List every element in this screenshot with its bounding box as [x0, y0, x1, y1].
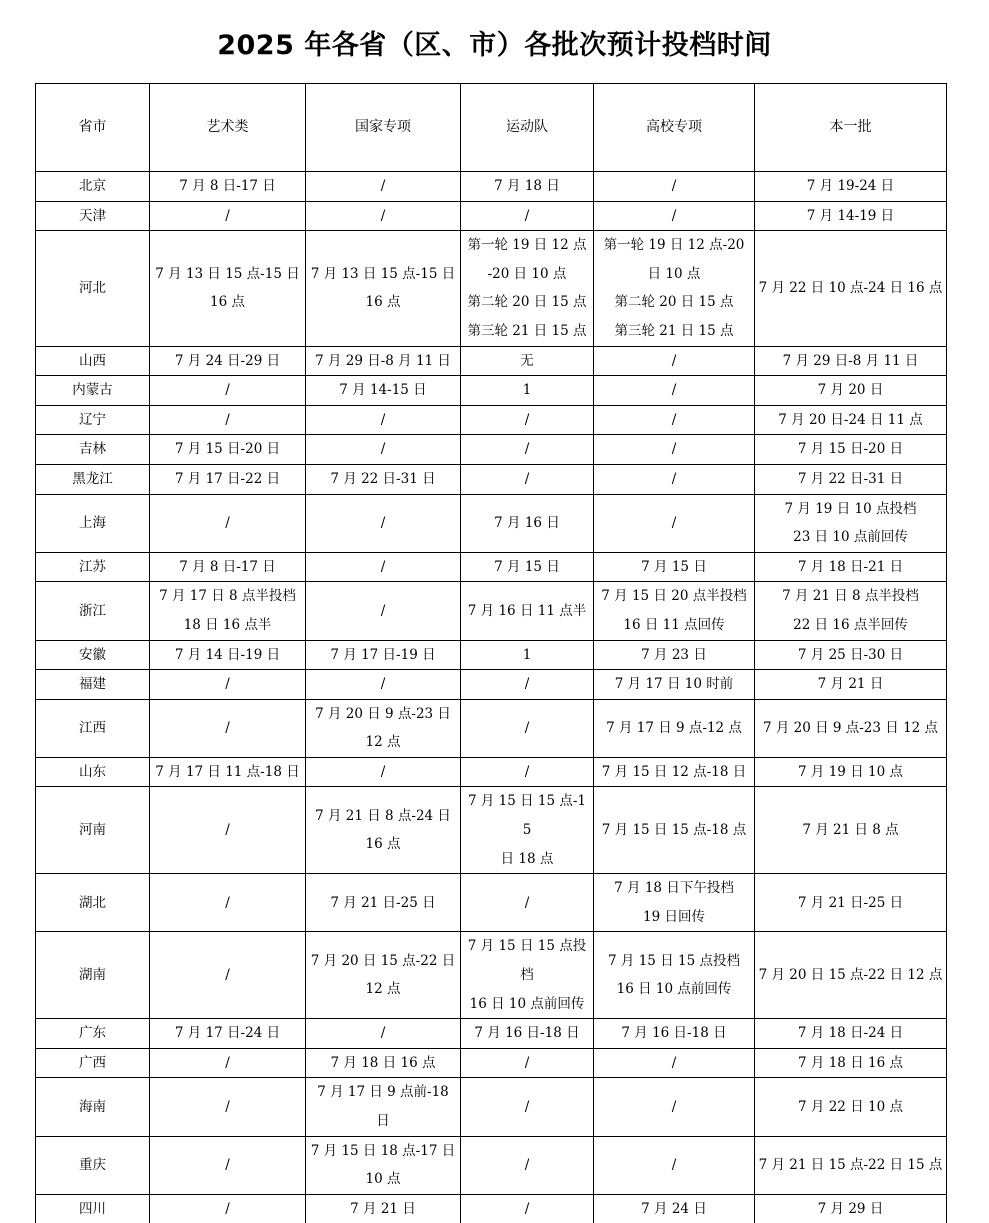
- province-cell: 北京: [36, 172, 150, 202]
- table-row: [36, 552, 947, 582]
- first-batch-cell: 7 月 20 日 9 点-23 日 12 点: [755, 699, 947, 757]
- first-batch-cell: 7 月 22 日-31 日: [755, 464, 947, 494]
- university-special-cell: /: [594, 376, 755, 406]
- art-cell: 7 月 8 日-17 日: [150, 172, 306, 202]
- header-cell: 艺术类: [150, 84, 306, 172]
- first-batch-cell: 7 月 19-24 日: [755, 172, 947, 202]
- first-batch-cell: 7 月 21 日 8 点半投档 22 日 16 点半回传: [755, 582, 947, 640]
- sports-team-cell: 1: [461, 376, 594, 406]
- sports-team-cell: /: [461, 405, 594, 435]
- sports-team-cell: /: [461, 1194, 594, 1223]
- sports-team-cell: /: [461, 464, 594, 494]
- national-special-cell: /: [306, 435, 461, 465]
- table-row: [36, 1194, 947, 1223]
- university-special-cell: 7 月 15 日 15 点-18 点: [594, 787, 755, 874]
- university-special-cell: 7 月 24 日: [594, 1194, 755, 1223]
- sports-team-cell: 无: [461, 346, 594, 376]
- art-cell: /: [150, 201, 306, 231]
- table-row: [36, 757, 947, 787]
- schedule-table: [35, 83, 947, 1223]
- province-cell: 福建: [36, 670, 150, 700]
- national-special-cell: 7 月 17 日 9 点前-18 日: [306, 1078, 461, 1136]
- header-cell: 运动队: [461, 84, 594, 172]
- first-batch-cell: 7 月 21 日 8 点: [755, 787, 947, 874]
- sports-team-cell: 7 月 16 日-18 日: [461, 1019, 594, 1049]
- first-batch-cell: 7 月 21 日 15 点-22 日 15 点: [755, 1136, 947, 1194]
- university-special-cell: 7 月 18 日下午投档 19 日回传: [594, 874, 755, 932]
- art-cell: /: [150, 1194, 306, 1223]
- province-cell: 广东: [36, 1019, 150, 1049]
- first-batch-cell: 7 月 20 日-24 日 11 点: [755, 405, 947, 435]
- table-row: [36, 874, 947, 932]
- first-batch-cell: 7 月 21 日: [755, 670, 947, 700]
- first-batch-cell: 7 月 29 日: [755, 1194, 947, 1223]
- province-cell: 江苏: [36, 552, 150, 582]
- national-special-cell: 7 月 15 日 18 点-17 日 10 点: [306, 1136, 461, 1194]
- sports-team-cell: 7 月 16 日 11 点半: [461, 582, 594, 640]
- table-row: [36, 1048, 947, 1078]
- art-cell: 7 月 8 日-17 日: [150, 552, 306, 582]
- art-cell: 7 月 17 日 8 点半投档 18 日 16 点半: [150, 582, 306, 640]
- university-special-cell: /: [594, 1136, 755, 1194]
- table-row: [36, 376, 947, 406]
- national-special-cell: /: [306, 1019, 461, 1049]
- university-special-cell: /: [594, 172, 755, 202]
- province-cell: 湖北: [36, 874, 150, 932]
- sports-team-cell: 1: [461, 640, 594, 670]
- art-cell: 7 月 24 日-29 日: [150, 346, 306, 376]
- first-batch-cell: 7 月 21 日-25 日: [755, 874, 947, 932]
- sports-team-cell: /: [461, 757, 594, 787]
- table-row: [36, 172, 947, 202]
- first-batch-cell: 7 月 15 日-20 日: [755, 435, 947, 465]
- table-row: [36, 932, 947, 1019]
- national-special-cell: /: [306, 405, 461, 435]
- first-batch-cell: 7 月 25 日-30 日: [755, 640, 947, 670]
- national-special-cell: 7 月 21 日-25 日: [306, 874, 461, 932]
- university-special-cell: 7 月 17 日 10 时前: [594, 670, 755, 700]
- sports-team-cell: /: [461, 1136, 594, 1194]
- province-cell: 海南: [36, 1078, 150, 1136]
- sports-team-cell: /: [461, 201, 594, 231]
- university-special-cell: /: [594, 201, 755, 231]
- province-cell: 浙江: [36, 582, 150, 640]
- first-batch-cell: 7 月 18 日 16 点: [755, 1048, 947, 1078]
- art-cell: /: [150, 1136, 306, 1194]
- first-batch-cell: 7 月 14-19 日: [755, 201, 947, 231]
- art-cell: 7 月 15 日-20 日: [150, 435, 306, 465]
- art-cell: /: [150, 787, 306, 874]
- national-special-cell: 7 月 17 日-19 日: [306, 640, 461, 670]
- sports-team-cell: 7 月 15 日 15 点投 档 16 日 10 点前回传: [461, 932, 594, 1019]
- province-cell: 天津: [36, 201, 150, 231]
- art-cell: 7 月 14 日-19 日: [150, 640, 306, 670]
- national-special-cell: /: [306, 582, 461, 640]
- national-special-cell: 7 月 20 日 9 点-23 日 12 点: [306, 699, 461, 757]
- national-special-cell: /: [306, 494, 461, 552]
- university-special-cell: 第一轮 19 日 12 点-20 日 10 点 第二轮 20 日 15 点 第三轮 21 日 15 点: [594, 231, 755, 346]
- university-special-cell: /: [594, 435, 755, 465]
- art-cell: 7 月 13 日 15 点-15 日 16 点: [150, 231, 306, 346]
- province-cell: 重庆: [36, 1136, 150, 1194]
- table-row: [36, 787, 947, 874]
- province-cell: 山东: [36, 757, 150, 787]
- university-special-cell: 7 月 15 日 20 点半投档 16 日 11 点回传: [594, 582, 755, 640]
- sports-team-cell: 7 月 18 日: [461, 172, 594, 202]
- first-batch-cell: 7 月 22 日 10 点-24 日 16 点: [755, 231, 947, 346]
- table-row: [36, 464, 947, 494]
- province-cell: 上海: [36, 494, 150, 552]
- sports-team-cell: 7 月 16 日: [461, 494, 594, 552]
- table-row: [36, 640, 947, 670]
- table-row: [36, 1019, 947, 1049]
- header-cell: 高校专项: [594, 84, 755, 172]
- university-special-cell: /: [594, 494, 755, 552]
- first-batch-cell: 7 月 20 日 15 点-22 日 12 点: [755, 932, 947, 1019]
- header-cell: 国家专项: [306, 84, 461, 172]
- province-cell: 四川: [36, 1194, 150, 1223]
- university-special-cell: /: [594, 1078, 755, 1136]
- table-row: [36, 346, 947, 376]
- table-row: [36, 670, 947, 700]
- sports-team-cell: /: [461, 874, 594, 932]
- first-batch-cell: 7 月 19 日 10 点投档 23 日 10 点前回传: [755, 494, 947, 552]
- national-special-cell: 7 月 29 日-8 月 11 日: [306, 346, 461, 376]
- national-special-cell: /: [306, 201, 461, 231]
- national-special-cell: 7 月 21 日 8 点-24 日 16 点: [306, 787, 461, 874]
- table-row: [36, 405, 947, 435]
- province-cell: 山西: [36, 346, 150, 376]
- university-special-cell: 7 月 15 日 15 点投档 16 日 10 点前回传: [594, 932, 755, 1019]
- university-special-cell: 7 月 23 日: [594, 640, 755, 670]
- header-cell: 省市: [36, 84, 150, 172]
- art-cell: /: [150, 932, 306, 1019]
- first-batch-cell: 7 月 20 日: [755, 376, 947, 406]
- art-cell: /: [150, 670, 306, 700]
- table-row: [36, 582, 947, 640]
- province-cell: 辽宁: [36, 405, 150, 435]
- province-cell: 河南: [36, 787, 150, 874]
- national-special-cell: /: [306, 670, 461, 700]
- first-batch-cell: 7 月 18 日-21 日: [755, 552, 947, 582]
- university-special-cell: /: [594, 1048, 755, 1078]
- university-special-cell: 7 月 17 日 9 点-12 点: [594, 699, 755, 757]
- art-cell: 7 月 17 日 11 点-18 日: [150, 757, 306, 787]
- art-cell: /: [150, 405, 306, 435]
- table-row: [36, 1078, 947, 1136]
- national-special-cell: /: [306, 757, 461, 787]
- sports-team-cell: /: [461, 435, 594, 465]
- university-special-cell: /: [594, 346, 755, 376]
- university-special-cell: /: [594, 405, 755, 435]
- province-cell: 河北: [36, 231, 150, 346]
- table-row: [36, 494, 947, 552]
- page-title: 2025 年各省（区、市）各批次预计投档时间: [217, 30, 772, 61]
- first-batch-cell: 7 月 22 日 10 点: [755, 1078, 947, 1136]
- university-special-cell: /: [594, 464, 755, 494]
- art-cell: /: [150, 699, 306, 757]
- sports-team-cell: /: [461, 1048, 594, 1078]
- province-cell: 黑龙江: [36, 464, 150, 494]
- first-batch-cell: 7 月 29 日-8 月 11 日: [755, 346, 947, 376]
- sports-team-cell: 7 月 15 日 15 点-15 日 18 点: [461, 787, 594, 874]
- art-cell: 7 月 17 日-22 日: [150, 464, 306, 494]
- art-cell: /: [150, 1078, 306, 1136]
- national-special-cell: 7 月 21 日: [306, 1194, 461, 1223]
- province-cell: 广西: [36, 1048, 150, 1078]
- art-cell: /: [150, 376, 306, 406]
- table-row: [36, 231, 947, 346]
- header-row: [36, 84, 947, 172]
- art-cell: /: [150, 1048, 306, 1078]
- national-special-cell: 7 月 22 日-31 日: [306, 464, 461, 494]
- sports-team-cell: /: [461, 1078, 594, 1136]
- table-row: [36, 201, 947, 231]
- university-special-cell: 7 月 15 日: [594, 552, 755, 582]
- province-cell: 吉林: [36, 435, 150, 465]
- header-cell: 本一批: [755, 84, 947, 172]
- sports-team-cell: /: [461, 670, 594, 700]
- university-special-cell: 7 月 15 日 12 点-18 日: [594, 757, 755, 787]
- national-special-cell: /: [306, 552, 461, 582]
- province-cell: 内蒙古: [36, 376, 150, 406]
- sports-team-cell: /: [461, 699, 594, 757]
- table-row: [36, 435, 947, 465]
- province-cell: 安徽: [36, 640, 150, 670]
- first-batch-cell: 7 月 19 日 10 点: [755, 757, 947, 787]
- national-special-cell: 7 月 20 日 15 点-22 日 12 点: [306, 932, 461, 1019]
- art-cell: /: [150, 494, 306, 552]
- table-row: [36, 699, 947, 757]
- province-cell: 江西: [36, 699, 150, 757]
- national-special-cell: 7 月 18 日 16 点: [306, 1048, 461, 1078]
- national-special-cell: /: [306, 172, 461, 202]
- sports-team-cell: 7 月 15 日: [461, 552, 594, 582]
- national-special-cell: 7 月 13 日 15 点-15 日 16 点: [306, 231, 461, 346]
- national-special-cell: 7 月 14-15 日: [306, 376, 461, 406]
- art-cell: 7 月 17 日-24 日: [150, 1019, 306, 1049]
- sports-team-cell: 第一轮 19 日 12 点 -20 日 10 点 第二轮 20 日 15 点 第三轮 21 日 15 点: [461, 231, 594, 346]
- province-cell: 湖南: [36, 932, 150, 1019]
- table-row: [36, 1136, 947, 1194]
- art-cell: /: [150, 874, 306, 932]
- university-special-cell: 7 月 16 日-18 日: [594, 1019, 755, 1049]
- first-batch-cell: 7 月 18 日-24 日: [755, 1019, 947, 1049]
